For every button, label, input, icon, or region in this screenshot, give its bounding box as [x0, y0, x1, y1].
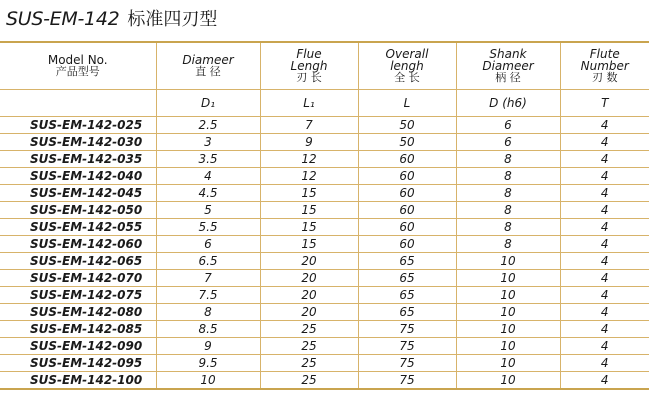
- header-diameter-en: Diameer: [182, 53, 234, 67]
- cell-diameter: 8.5: [156, 321, 260, 338]
- cell-diameter: 3: [156, 134, 260, 151]
- cell-flute-number: 4: [560, 372, 649, 390]
- cell-flute-length: 9: [260, 134, 358, 151]
- table-row: [0, 236, 649, 253]
- header-shank-diameter-en-1: Shank: [489, 47, 527, 61]
- cell-shank-diameter: 8: [456, 236, 560, 253]
- cell-diameter: 6.5: [156, 253, 260, 270]
- cell-flute-length: 25: [260, 338, 358, 355]
- cell-flute-number: 4: [560, 253, 649, 270]
- cell-diameter: 7: [156, 270, 260, 287]
- cell-overall-length: 50: [358, 134, 456, 151]
- spec-table: [0, 41, 649, 390]
- header-shank-diameter-zh: 柄 径: [495, 71, 521, 84]
- cell-diameter: 8: [156, 304, 260, 321]
- symbol-d1: D₁: [156, 90, 260, 117]
- header-flute-number: [560, 42, 649, 90]
- table-row: [0, 202, 649, 219]
- product-code: SUS-EM-142: [6, 8, 120, 30]
- cell-model: SUS-EM-142-070: [0, 270, 156, 287]
- cell-shank-diameter: 10: [456, 338, 560, 355]
- symbol-l: L: [358, 90, 456, 117]
- cell-shank-diameter: 10: [456, 304, 560, 321]
- cell-model: SUS-EM-142-035: [0, 151, 156, 168]
- cell-flute-length: 15: [260, 185, 358, 202]
- header-flute-number-en-1: Flute: [589, 47, 620, 61]
- cell-model: SUS-EM-142-055: [0, 219, 156, 236]
- cell-diameter: 9: [156, 338, 260, 355]
- symbol-row: [0, 90, 649, 117]
- header-model-zh: 产品型号: [55, 65, 100, 78]
- table-row: [0, 117, 649, 134]
- cell-overall-length: 75: [358, 355, 456, 372]
- cell-flute-length: 20: [260, 287, 358, 304]
- header-flute-number-en-2: Number: [580, 59, 629, 73]
- cell-overall-length: 60: [358, 236, 456, 253]
- cell-shank-diameter: 10: [456, 355, 560, 372]
- table-row: [0, 321, 649, 338]
- table-row: [0, 151, 649, 168]
- cell-model: SUS-EM-142-100: [0, 372, 156, 390]
- table-row: [0, 168, 649, 185]
- cell-overall-length: 65: [358, 270, 456, 287]
- table-row: [0, 287, 649, 304]
- cell-shank-diameter: 8: [456, 185, 560, 202]
- table-row: [0, 338, 649, 355]
- cell-shank-diameter: 10: [456, 287, 560, 304]
- cell-flute-number: 4: [560, 287, 649, 304]
- cell-overall-length: 65: [358, 287, 456, 304]
- cell-overall-length: 65: [358, 304, 456, 321]
- cell-diameter: 5: [156, 202, 260, 219]
- cell-flute-number: 4: [560, 338, 649, 355]
- cell-model: SUS-EM-142-030: [0, 134, 156, 151]
- header-overall-length-zh: 全 长: [394, 71, 420, 84]
- cell-shank-diameter: 10: [456, 253, 560, 270]
- header-overall-length: [358, 42, 456, 90]
- cell-diameter: 6: [156, 236, 260, 253]
- cell-flute-number: 4: [560, 355, 649, 372]
- cell-overall-length: 75: [358, 372, 456, 390]
- table-row: [0, 304, 649, 321]
- table-row: [0, 253, 649, 270]
- header-flute-length: [260, 42, 358, 90]
- cell-flute-length: 15: [260, 219, 358, 236]
- cell-flute-number: 4: [560, 185, 649, 202]
- header-shank-diameter-en-2: Diameer: [482, 59, 534, 73]
- header-model: [0, 42, 156, 90]
- cell-overall-length: 60: [358, 202, 456, 219]
- cell-overall-length: 50: [358, 117, 456, 134]
- cell-overall-length: 60: [358, 151, 456, 168]
- cell-shank-diameter: 8: [456, 151, 560, 168]
- cell-flute-number: 4: [560, 151, 649, 168]
- cell-flute-length: 12: [260, 168, 358, 185]
- cell-diameter: 10: [156, 372, 260, 390]
- cell-flute-number: 4: [560, 202, 649, 219]
- cell-flute-number: 4: [560, 117, 649, 134]
- header-flute-number-zh: 刃 数: [592, 71, 618, 84]
- cell-flute-length: 20: [260, 253, 358, 270]
- cell-model: SUS-EM-142-080: [0, 304, 156, 321]
- cell-flute-number: 4: [560, 321, 649, 338]
- cell-diameter: 7.5: [156, 287, 260, 304]
- cell-shank-diameter: 10: [456, 270, 560, 287]
- cell-diameter: 9.5: [156, 355, 260, 372]
- table-row: [0, 134, 649, 151]
- cell-overall-length: 60: [358, 185, 456, 202]
- header-diameter-zh: 直 径: [195, 65, 221, 78]
- header-diameter: [156, 42, 260, 90]
- cell-flute-length: 7: [260, 117, 358, 134]
- cell-shank-diameter: 8: [456, 202, 560, 219]
- cell-shank-diameter: 8: [456, 168, 560, 185]
- cell-model: SUS-EM-142-025: [0, 117, 156, 134]
- cell-overall-length: 60: [358, 168, 456, 185]
- cell-diameter: 3.5: [156, 151, 260, 168]
- cell-overall-length: 75: [358, 321, 456, 338]
- symbol-model: [0, 90, 156, 117]
- cell-diameter: 5.5: [156, 219, 260, 236]
- table-row: [0, 372, 649, 390]
- cell-shank-diameter: 10: [456, 321, 560, 338]
- header-flute-length-zh: 刃 长: [296, 71, 322, 84]
- cell-flute-number: 4: [560, 168, 649, 185]
- cell-flute-number: 4: [560, 134, 649, 151]
- cell-model: SUS-EM-142-050: [0, 202, 156, 219]
- cell-flute-number: 4: [560, 219, 649, 236]
- cell-flute-length: 20: [260, 304, 358, 321]
- cell-model: SUS-EM-142-045: [0, 185, 156, 202]
- header-row: [0, 42, 649, 90]
- cell-flute-number: 4: [560, 236, 649, 253]
- header-overall-length-en-1: Overall: [385, 47, 429, 61]
- table-row: [0, 270, 649, 287]
- cell-model: SUS-EM-142-090: [0, 338, 156, 355]
- cell-diameter: 4: [156, 168, 260, 185]
- cell-overall-length: 65: [358, 253, 456, 270]
- cell-flute-length: 15: [260, 236, 358, 253]
- cell-flute-length: 12: [260, 151, 358, 168]
- cell-model: SUS-EM-142-060: [0, 236, 156, 253]
- cell-diameter: 2.5: [156, 117, 260, 134]
- cell-flute-length: 25: [260, 372, 358, 390]
- table-row: [0, 219, 649, 236]
- header-flute-length-en-2: Lengh: [290, 59, 328, 73]
- cell-flute-length: 20: [260, 270, 358, 287]
- symbol-t: T: [560, 90, 649, 117]
- spec-table-body: [0, 117, 649, 390]
- header-shank-diameter: [456, 42, 560, 90]
- cell-flute-number: 4: [560, 304, 649, 321]
- table-row: [0, 355, 649, 372]
- cell-shank-diameter: 6: [456, 117, 560, 134]
- cell-model: SUS-EM-142-040: [0, 168, 156, 185]
- header-model-en: Model No.: [47, 53, 108, 67]
- cell-flute-length: 25: [260, 321, 358, 338]
- cell-flute-length: 25: [260, 355, 358, 372]
- header-flute-length-en-1: Flue: [296, 47, 322, 61]
- cell-overall-length: 75: [358, 338, 456, 355]
- cell-shank-diameter: 10: [456, 372, 560, 390]
- cell-overall-length: 60: [358, 219, 456, 236]
- cell-flute-length: 15: [260, 202, 358, 219]
- cell-flute-number: 4: [560, 270, 649, 287]
- cell-diameter: 4.5: [156, 185, 260, 202]
- cell-model: SUS-EM-142-095: [0, 355, 156, 372]
- cell-model: SUS-EM-142-085: [0, 321, 156, 338]
- symbol-l1: L₁: [260, 90, 358, 117]
- cell-model: SUS-EM-142-075: [0, 287, 156, 304]
- page-title: [6, 6, 217, 32]
- cell-model: SUS-EM-142-065: [0, 253, 156, 270]
- cell-shank-diameter: 6: [456, 134, 560, 151]
- product-type-chinese: 标准四刃型: [127, 9, 218, 30]
- table-row: [0, 185, 649, 202]
- header-overall-length-en-2: lengh: [390, 59, 424, 73]
- cell-shank-diameter: 8: [456, 219, 560, 236]
- symbol-d-h6: D (h6): [456, 90, 560, 117]
